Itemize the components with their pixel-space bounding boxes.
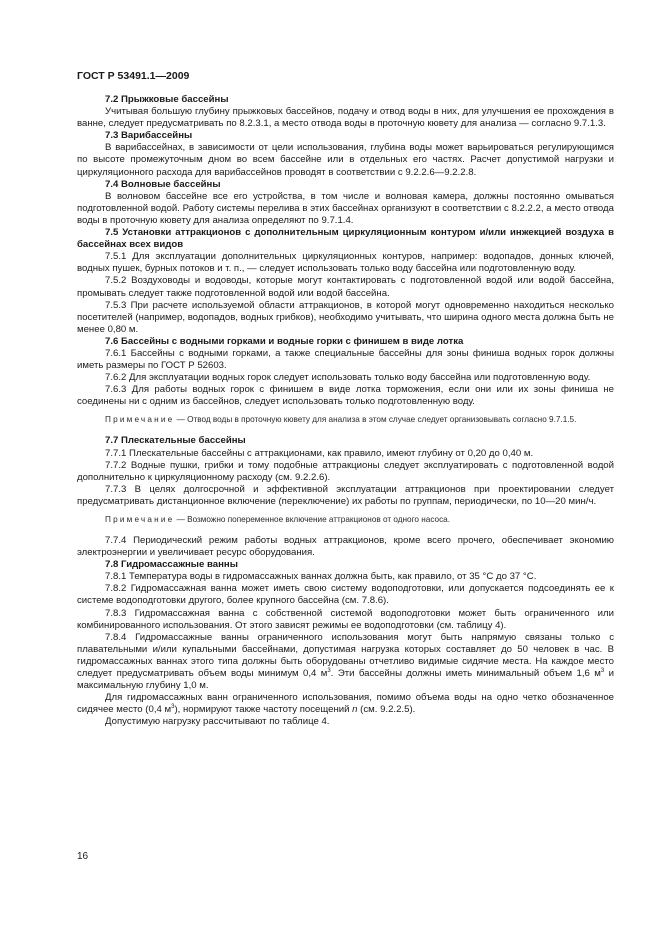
note [77,414,614,425]
text-run: . Эти бассейны должны иметь минимальный объем 1,6 м [330,668,601,680]
paragraph: 7.8.3 Гидромассажная ванна с собственной системой водоподготовки может быть ограниченного или комбинированного использования. От этого зависят режимы ее водоподготовки (см. таблицу 4). [77,607,614,631]
section-7-5-heading: 7.5 Установки аттракционов с дополнительным циркуляционным контуром и/или инжекцией воздуха в бассейнах всех видов [77,227,614,251]
document-body [77,94,614,729]
section-7-3-heading: 7.3 Варибассейны [105,130,193,142]
section-7-2-heading: 7.2 Прыжковые бассейны [105,94,229,105]
paragraph: Учитывая большую глубину прыжковых бассейнов, подачу и отвод воды в них, для улучшения ее прохождения в ванне, следует предусматривать по 8.2.3.1, а место отвода воды в проточную кювету для анализа — согласно 9.7.1.3. [77,106,614,130]
superscript: 3 [327,667,331,674]
note-label: Примечание [105,515,175,524]
document-header: ГОСТ Р 53491.1—2009 [77,70,190,82]
note-label: Примечание [105,415,175,425]
paragraph [77,632,614,692]
paragraph: 7.5.1 Для эксплуатации дополнительных циркуляционных контуров, например: водопадов, донных ключей, водных пушек, бурных потоков и т. п., — следует использовать только воду бассейна или подготовленную воду. [77,251,614,275]
paragraph: 7.5.3 При расчете используемой области аттракционов, в которой могут одновременно находиться несколько посетителей (например, водопадов, водных грибков), необходимо учитывать, что ширина одного места должна быть не менее 0,80 м. [77,299,614,335]
paragraph: 7.8.2 Гидромассажная ванна может иметь свою систему водоподготовки, или допускается подсоединять ее к системе водоподготовки другого, более крупного бассейна (см. 7.8.6). [77,583,614,607]
text-run: Для гидромассажных ванн ограниченного использования, помимо объема воды на одно четко обозначенное сидячее место (0,4 м [77,692,614,716]
section-7-7-heading: 7.7 Плескательные бассейны [105,435,246,447]
paragraph: 7.7.1 Плескательные бассейны с аттракционами, как правило, имеют глубину от 0,20 до 0,40 м. [105,447,534,459]
paragraph: В варибассейнах, в зависимости от цели использования, глубина воды может варьироваться регулирующимся по высоте промежуточным дном во всем бассейне или в отдельных его частях. Расчет допустимой нагрузки и циркуляционного расхода для варибассейнов проводят в соответствии с 9.2.2.6—9.2.2.8. [77,142,614,178]
paragraph: 7.7.3 В целях долгосрочной и эффективной эксплуатации аттракционов при проектировании следует предусматривать дистанционное включение (переключение) их работы по группам, периодически, по 10—20 мин/ч. [77,483,614,507]
page-number: 16 [77,851,89,862]
paragraph: В волновом бассейне все его устройства, в том числе и волновая камера, должны постоянно омываться подготовленной водой. Работу системы перелива в этих бассейнах организуют в соответствии с 8.2.2.2, а место отвода воды в проточную кювету для анализа определяют по 9.7.1.4. [77,190,614,226]
text-run: и максимальную глубину 1,0 м. [77,668,614,692]
text-run: (см. 9.2.2.5). [357,704,416,716]
paragraph: 7.8.1 Температура воды в гидромассажных ваннах должна быть, как правило, от 35 °С до 37 °С. [105,571,537,583]
paragraph: 7.5.2 Воздуховоды и водоводы, которые могут контактировать с подготовленной водой или водой бассейна, промывать следует также подготовленной водой или водой бассейна. [77,275,614,299]
note-text: — Возможно попеременное включение аттракционов от одного насоса. [174,515,450,524]
section-7-6-heading: 7.6 Бассейны с водными горками и водные горки с финишем в виде лотка [105,335,464,347]
paragraph [77,692,614,716]
text-run: ), нормируют также частоту посещений [174,704,353,716]
variable-n: n [352,704,358,716]
paragraph: 7.6.3 Для работы водных горок с финишем в виде лотка торможения, если они или их зоны финиша не соединены ни с одним из бассейнов, следует использовать только подготовленную воду. [77,384,614,408]
paragraph: 7.7.2 Водные пушки, грибки и тому подобные аттракционы следует эксплуатировать с подготовленной водой дополнительно к циркуляционному расходу (см. 9.2.2.6). [77,459,614,483]
superscript: 3 [600,667,605,674]
paragraph: Допустимую нагрузку рассчитывают по таблице 4. [105,716,330,728]
section-7-8-heading: 7.8 Гидромассажные ванны [105,559,238,571]
note-text: — Отвод воды в проточную кювету для анализа в этом случае следует организовывать согласно 9.7.1.5. [174,415,577,425]
section-7-4-heading: 7.4 Волновые бассейны [105,178,221,190]
paragraph: 7.6.2 Для эксплуатации водных горок следует использовать только воду бассейна или подготовленную воду. [105,372,591,384]
paragraph: 7.6.1 Бассейны с водными горками, а также специальные бассейны для зоны финиша водных горок должны иметь размеры по ГОСТ Р 52603. [77,347,614,372]
paragraph: 7.7.4 Периодический режим работы водных аттракционов, кроме всего прочего, обеспечивает экономию электроэнергии и увеличивает ресурс оборудования. [77,535,614,559]
note [77,514,614,525]
text-run: 7.8.4 Гидромассажные ванны ограниченного использования могут быть напрямую связаны только с плавательными и/или купальными бассейнами, допустимая нагрузка которых составляет до 50 человек в час. В гидромассажных ваннах этого типа должны быть оборудованы отчетливо видимые сидячие места. На каждое место следует предусматривать объем воды минимум 0,4 м [77,631,614,680]
superscript: 3 [171,704,175,711]
